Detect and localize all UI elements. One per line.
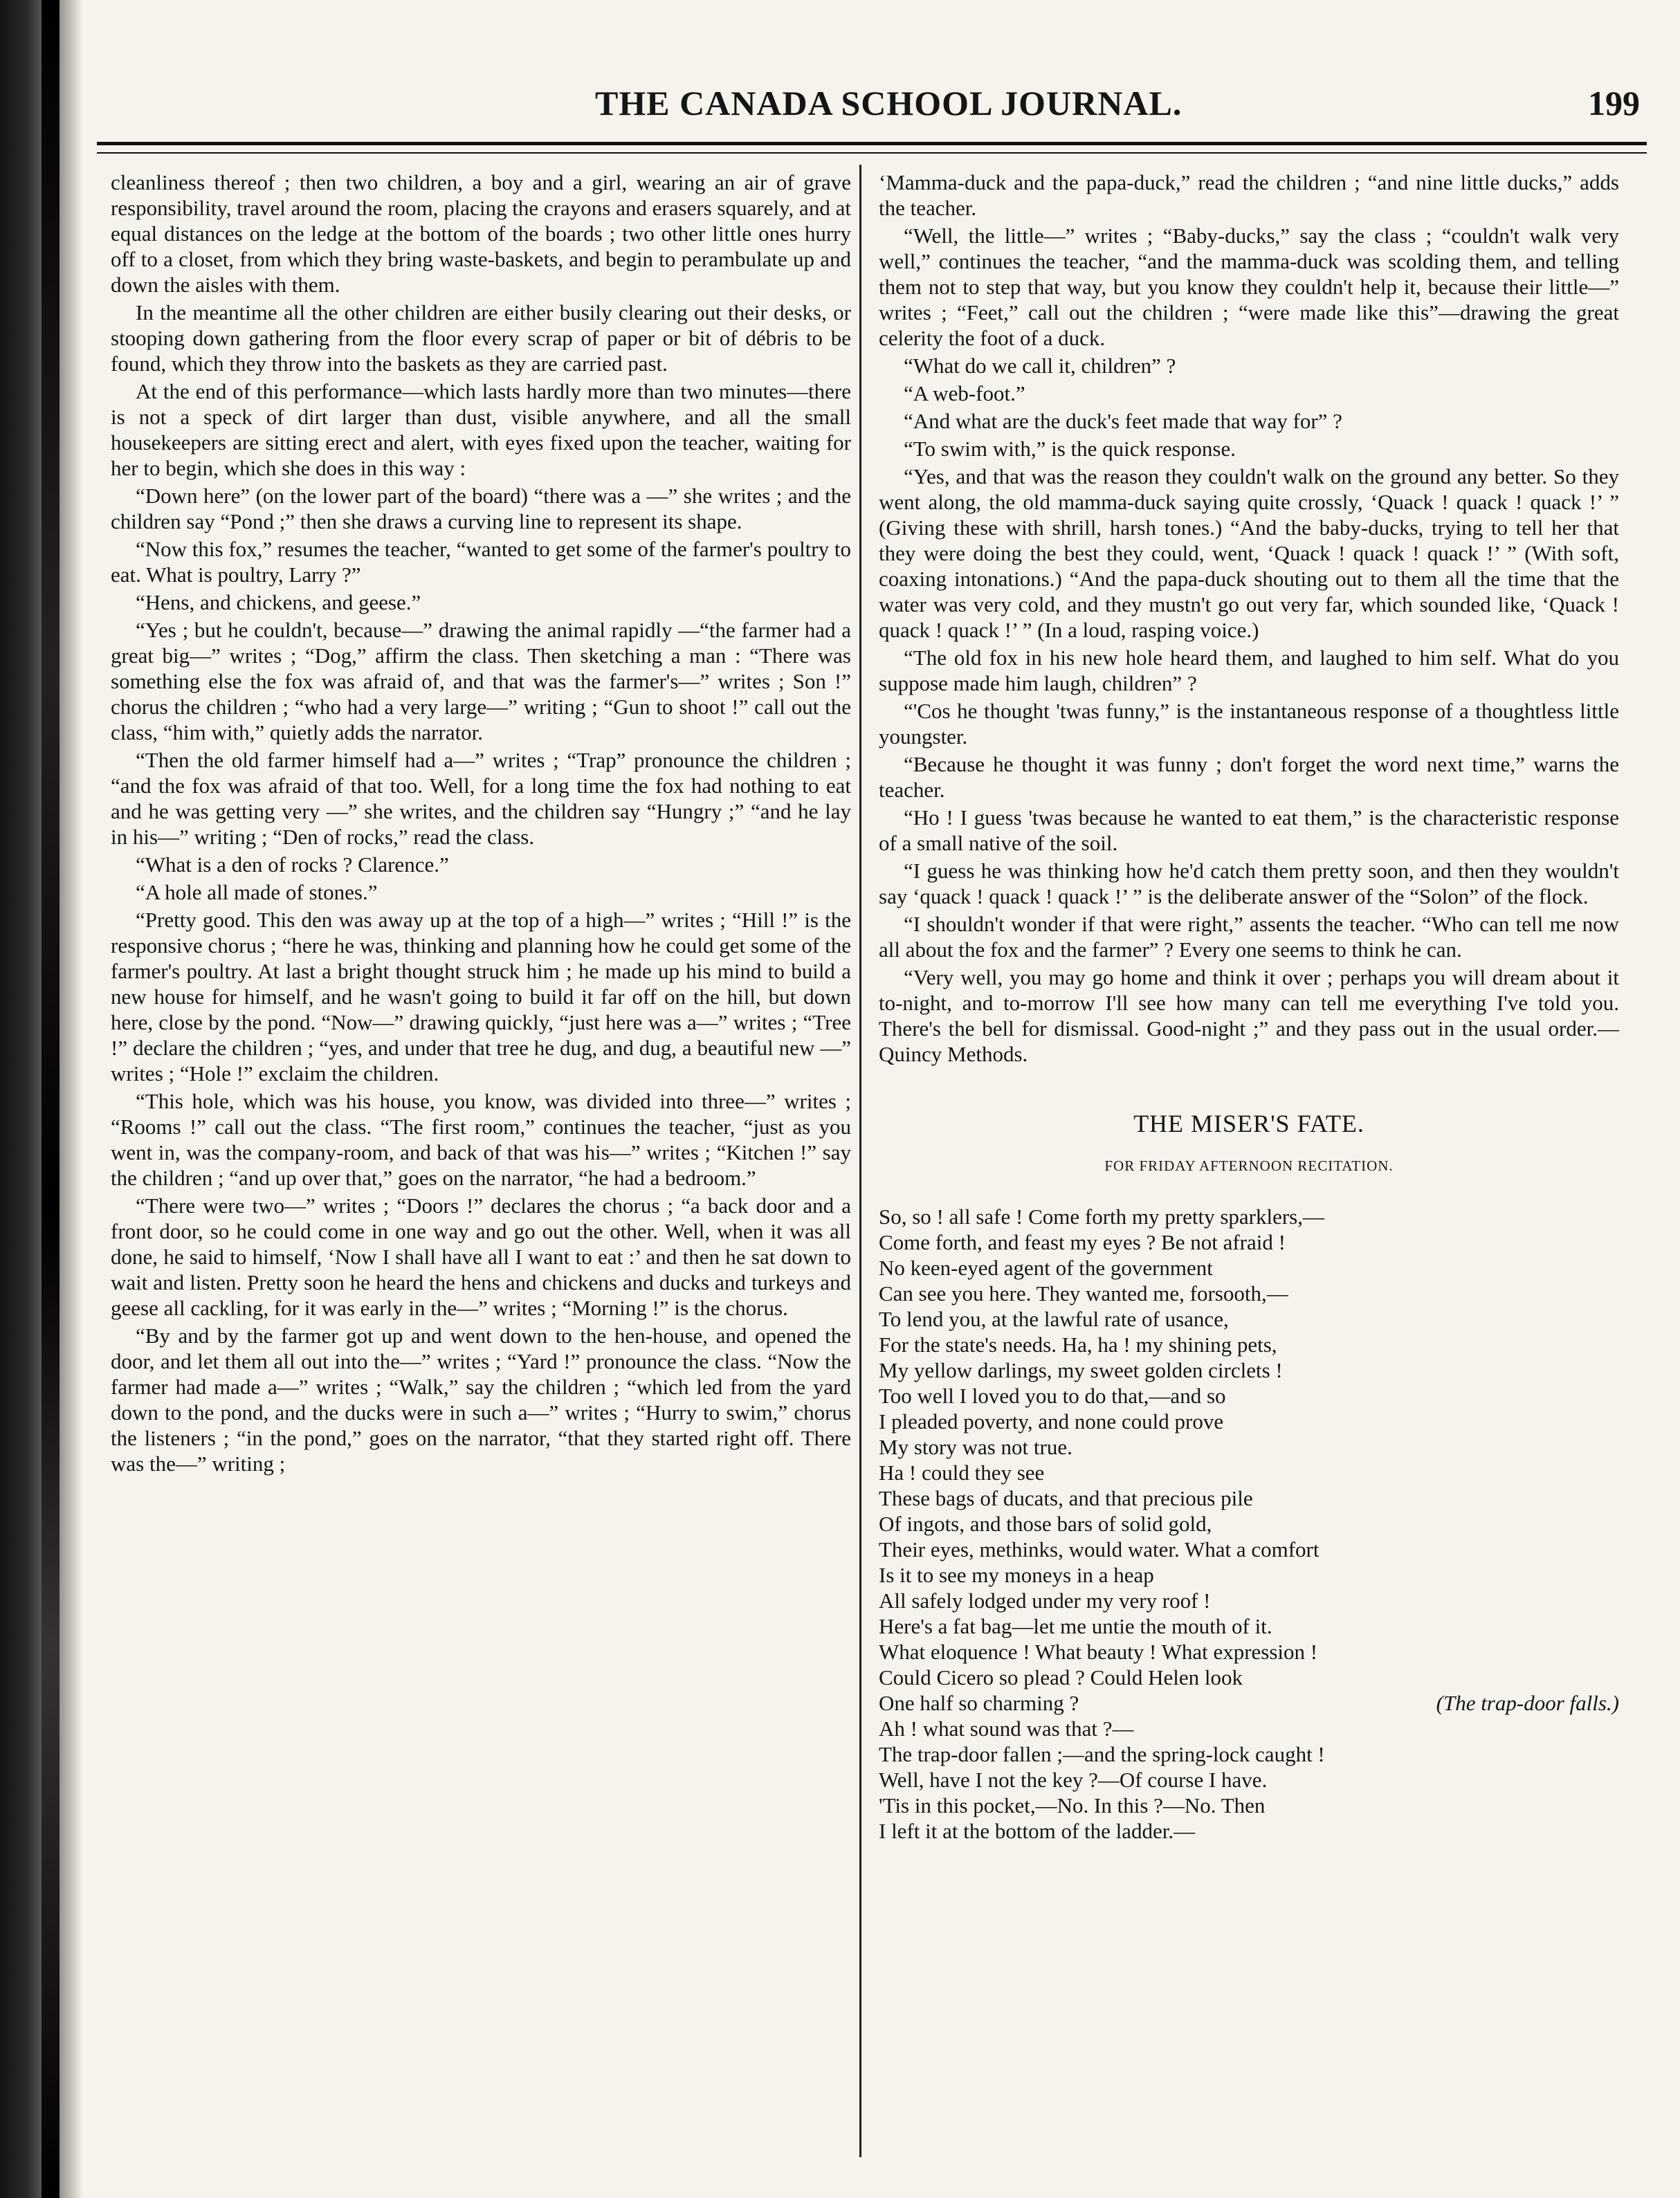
poem-heading: THE MISER'S FATE. — [1133, 1110, 1364, 1137]
journal-page — [97, 0, 1647, 2198]
left-column — [111, 170, 851, 1478]
paragraph: “Down here” (on the lower part of the board) “there was a —” she writes ; and the children say “Pond ;” then she draws a curving line to represent its shape. — [111, 484, 851, 533]
paragraph: “There were two—” writes ; “Doors !” declares the chorus ; “a back door and a front door, so he could come in one way and go out the other. Well, when it was all done, he said to himself, ‘Now I shall have all I want to eat :’ and then he sat down to wait and listen. Pretty soon he heard the hens and chickens and ducks and turkeys and geese all cackling, for it was early in the—” writes ; “Morning !” is the chorus. — [111, 1193, 851, 1320]
paragraph: In the meantime all the other children are either busily clearing out their desks, or stooping down gathering from the floor every scrap of paper or bit of débris to be found, which they throw into the baskets as they are carried past. — [111, 300, 851, 376]
paragraph: “The old fox in his new hole heard them, and laughed to him self. What do you suppose made him laugh, children” ? — [879, 645, 1619, 695]
running-title: THE CANADA SCHOOL JOURNAL. — [595, 84, 1183, 122]
paragraph: “To swim with,” is the quick response. — [904, 437, 1236, 461]
poem-line: I left it at the bottom of the ladder.— — [879, 1819, 1196, 1843]
paragraph: “Pretty good. This den was away up at the top of a high—” writes ; “Hill !” is the responsive chorus ; “here he was, thinking and planning how he could get some of the farmer's poultry. At last a bright thought struck him ; he made up his mind to build a new house for himself, and he wasn't going to build it far off on the hill, but down here, close by the pond. “Now—” drawing quickly, “just here was a—” writes ; “Tree !” declare the children ; “yes, and under that tree he dug, and dug, a beautiful new —” writes ; “Hole !” exclaim the children. — [111, 908, 851, 1086]
paragraph: “This hole, which was his house, you know, was divided into three—” writes ; “Rooms !” call out the class. “The first room,” continues the teacher, “just as you went in, was the company-room, and back of that was his—” writes ; “Kitchen !” say the children ; “and up over that,” goes on the narrator, “he had a bedroom.” — [111, 1089, 851, 1190]
poem-line: Of ingots, and those bars of solid gold, — [879, 1512, 1212, 1536]
poem-line: The trap-door fallen ;—and the spring-lock caught ! — [879, 1742, 1325, 1766]
paragraph: “Well, the little—” writes ; “Baby-ducks,” say the class ; “couldn't walk very well,” continues the teacher, “and the mamma-duck was scolding them, and telling them not to step that way, but you know they couldn't help it, because their little—” writes ; “Feet,” call out the children ; “were made like this”—drawing the great celerity the foot of a duck. — [879, 223, 1619, 350]
paragraph: “What is a den of rocks ? Clarence.” — [136, 852, 449, 877]
column-divider — [859, 165, 861, 2157]
paragraph: cleanliness thereof ; then two children, a boy and a girl, wearing an air of grave responsibility, travel around the room, placing the crayons and erasers squarely, and at equal distances on the ledge at the bottom of the boards ; two other little ones hurry off to a closet, from which they bring waste-baskets, and begin to perambulate up and down the aisles with them. — [111, 170, 851, 297]
poem-line: No keen-eyed agent of the government — [879, 1256, 1213, 1280]
page-number: 199 — [1588, 84, 1640, 122]
poem-line: What eloquence ! What beauty ! What expression ! — [879, 1640, 1318, 1664]
right-column — [879, 170, 1619, 1844]
scan-edge-shadow — [42, 0, 60, 2198]
poem-line: One half so charming ? — [879, 1691, 1079, 1715]
paragraph: “Now this fox,” resumes the teacher, “wanted to get some of the farmer's poultry to eat. What is poultry, Larry ?” — [111, 537, 851, 587]
poem-line: Can see you here. They wanted me, forsooth,— — [879, 1281, 1288, 1306]
paragraph: “I shouldn't wonder if that were right,” assents the teacher. “Who can tell me now all about the fox and the farmer” ? Every one seems to think he can. — [879, 912, 1619, 962]
header-rule-thick — [97, 142, 1647, 145]
poem-line: Their eyes, methinks, would water. What a comfort — [879, 1537, 1320, 1562]
paragraph: “Yes ; but he couldn't, because—” drawing the animal rapidly —“the farmer had a great big—” writes ; “Dog,” affirm the class. Then sketching a man : “There was something else the fox was afraid of, and that was the farmer's—” writes ; Son !” chorus the children ; “who had a very large—” writing ; “Gun to shoot !” call out the class, “him with,” quietly adds the narrator. — [111, 618, 851, 744]
paragraph: “By and by the farmer got up and went down to the hen-house, and opened the door, and let them all out into the—” writes ; “Yard !” pronounce the class. “Now the farmer had made a—” writes ; “Walk,” say the children ; “which led from the yard down to the pond, and the ducks were in such a—” writes ; “Hurry to swim,” chorus the listeners ; “in the pond,” goes on the narrator, “that they started right off. There was the—” writing ; — [111, 1324, 851, 1476]
poem-line: I pleaded poverty, and none could prove — [879, 1409, 1224, 1434]
paragraph: “Very well, you may go home and think it over ; perhaps you will dream about it to-night, and to-morrow I'll see how many can tell me everything I've told you. There's the bell for dismissal. Good-night ;” and they pass out in the usual order.—Quincy Methods. — [879, 965, 1619, 1066]
poem-line: My story was not true. — [879, 1435, 1072, 1459]
poem-line: Here's a fat bag—let me untie the mouth of it. — [879, 1614, 1272, 1638]
poem-line: These bags of ducats, and that precious pile — [879, 1486, 1253, 1510]
stage-direction: (The trap-door falls.) — [1436, 1691, 1619, 1715]
paragraph: “I guess he was thinking how he'd catch them pretty soon, and then they wouldn't say ‘quack ! quack ! quack !’ ” is the deliberate answer of the “Solon” of the flock. — [879, 859, 1619, 908]
poem-line: Well, have I not the key ?—Of course I have. — [879, 1768, 1268, 1792]
paragraph: “Because he thought it was funny ; don't forget the word next time,” warns the teacher. — [879, 752, 1619, 802]
poem — [879, 1204, 1619, 1844]
paragraph: “Yes, and that was the reason they couldn't walk on the ground any better. So they went along, the old mamma-duck saying quite crossly, ‘Quack ! quack ! quack !’ ” (Giving these with shrill, harsh tones.) “And the baby-ducks, trying to tell her that they were doing the best they could, went, ‘Quack ! quack ! quack !’ ” (With soft, coaxing intonations.) “And the papa-duck shouting out to them all the time that the water was very cold, and they mustn't go out very far, which sounded like, ‘Quack ! quack ! quack !’ ” (In a loud, rasping voice.) — [879, 464, 1619, 642]
poem-line: To lend you, at the lawful rate of usance, — [879, 1307, 1229, 1331]
paragraph: “A web-foot.” — [904, 381, 1025, 405]
paragraph: “What do we call it, children” ? — [904, 354, 1176, 378]
paragraph: “Hens, and chickens, and geese.” — [136, 590, 421, 614]
poem-line: 'Tis in this pocket,—No. In this ?—No. Then — [879, 1793, 1266, 1817]
page-header — [97, 83, 1647, 131]
poem-line: Ha ! could they see — [879, 1460, 1045, 1485]
paragraph: At the end of this performance—which lasts hardly more than two minutes—there is not a speck of dirt larger than dust, visible anywhere, and all the small housekeepers are sitting erect and alert, with eyes fixed upon the teacher, waiting for her to begin, which she does in this way : — [111, 379, 851, 480]
header-rule-thin — [97, 152, 1647, 154]
poem-line: Ah ! what sound was that ?— — [879, 1716, 1134, 1741]
poem-line: For the state's needs. Ha, ha ! my shining pets, — [879, 1332, 1277, 1357]
poem-line: Too well I loved you to do that,—and so — [879, 1384, 1226, 1408]
poem-line: So, so ! all safe ! Come forth my pretty sparklers,— — [879, 1205, 1324, 1229]
paragraph: ‘Mamma-duck and the papa-duck,” read the children ; “and nine little ducks,” adds the teacher. — [879, 170, 1619, 220]
poem-line: My yellow darlings, my sweet golden circlets ! — [879, 1358, 1283, 1382]
poem-subheading: FOR FRIDAY AFTERNOON RECITATION. — [1104, 1157, 1394, 1174]
paragraph: “And what are the duck's feet made that way for” ? — [904, 409, 1342, 433]
poem-line: Come forth, and feast my eyes ? Be not afraid ! — [879, 1230, 1286, 1254]
poem-line: Could Cicero so plead ? Could Helen look — [879, 1665, 1243, 1689]
paragraph: “'Cos he thought 'twas funny,” is the instantaneous response of a thoughtless little youngster. — [879, 699, 1619, 749]
paragraph: “Ho ! I guess 'twas because he wanted to eat them,” is the characteristic response of a small native of the soil. — [879, 805, 1619, 855]
poem-line: Is it to see my moneys in a heap — [879, 1563, 1154, 1587]
poem-line-with-stage-direction — [879, 1690, 1619, 1716]
paragraph: “Then the old farmer himself had a—” writes ; “Trap” pronounce the children ; “and the fox was afraid of that too. Well, for a long time the fox had nothing to eat and he was getting very —” she writes, and the children say “Hungry ;” “and he lay in his—” writing ; “Den of rocks,” read the class. — [111, 748, 851, 849]
poem-line: All safely lodged under my very roof ! — [879, 1588, 1211, 1613]
paragraph: “A hole all made of stones.” — [136, 880, 378, 904]
